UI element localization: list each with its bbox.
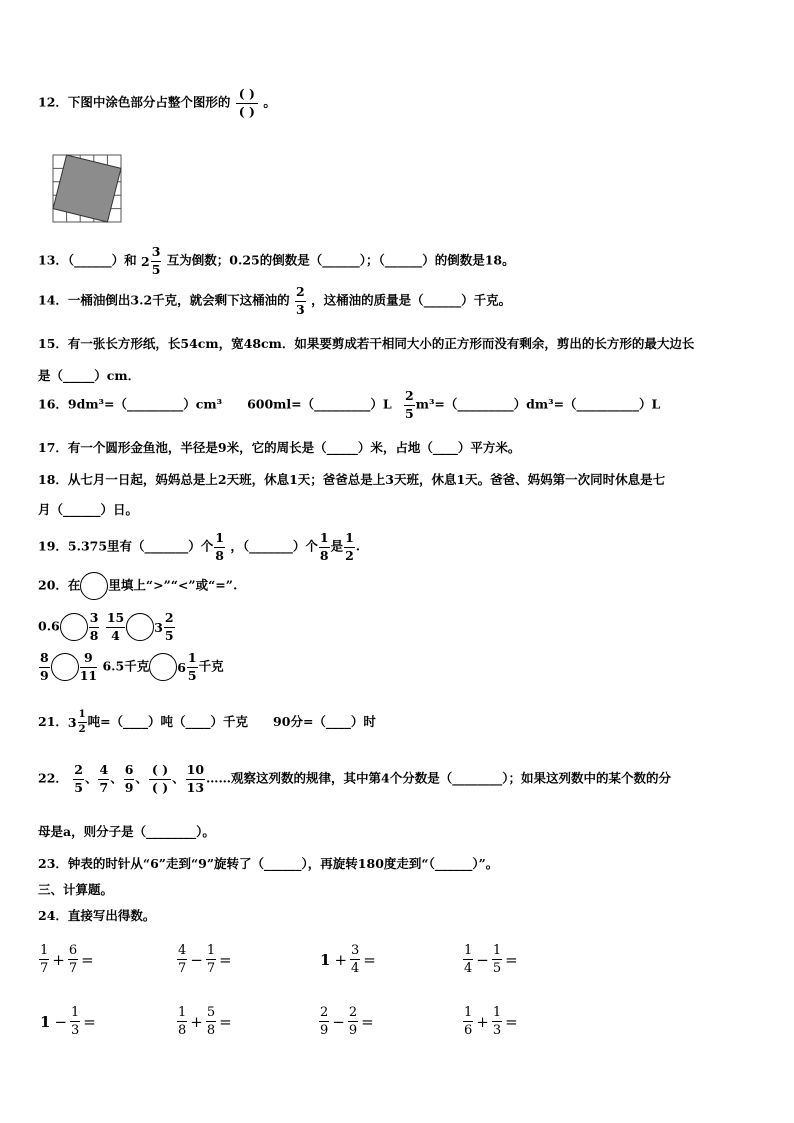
q22-fraction-1: $\frac{2}{5}$ (74, 762, 83, 795)
compare-circle-2[interactable] (126, 613, 154, 641)
q19-text-3: 是 (330, 538, 344, 554)
question-17: 17．有一个圆形金鱼池，半径是9米，它的周长是（_____）米，占地（____）平方米。 (38, 440, 521, 455)
calc-item (462, 1006, 520, 1037)
calc-operator: + (52, 950, 65, 969)
calc-equals: = (219, 1012, 232, 1031)
calc-operator: − (332, 1012, 345, 1031)
q21-number: 21． (38, 714, 68, 729)
calc-operand-a: 1 (40, 1012, 51, 1031)
calc-operator: + (476, 1012, 489, 1031)
q21-mixed-int: 3 (67, 715, 77, 730)
q13-text-1: 13．（______）和 (38, 252, 137, 268)
calc-equals: = (219, 950, 232, 969)
calc-operand-b: $\frac{1}{5}$ (492, 943, 502, 976)
calc-item (462, 944, 520, 975)
question-19 (38, 532, 360, 562)
calc-item (38, 944, 96, 975)
q19-text-1: 19．5.375里有（_______）个 (38, 538, 214, 554)
q22-fraction-2: $\frac{4}{7}$ (99, 762, 109, 795)
q22-sep: 、 (84, 770, 98, 786)
question-18-line-2: 月（______）日。 (38, 502, 139, 517)
calc-operator: − (54, 1012, 68, 1031)
question-23: 23．钟表的时针从“6”走到“9”旋转了（______），再旋转180度走到“（______）”。 (38, 856, 499, 871)
q20a-mixed-int: 3 (154, 619, 163, 635)
q22-fraction-5: $\frac{10}{13}$ (186, 762, 205, 795)
shaded-square (53, 155, 121, 222)
question-18-line-1: 18．从七月一日起，妈妈总是上2天班，休息1天；爸爸总是上3天班，休息1天。爸爸、妈妈第一次同时休息是七 (38, 472, 666, 487)
question-15-line-1: 15．有一张长方形纸，长54cm，宽48cm．如果要剪成若干相同大小的正方形而没有剩余，剪出的长方形的最大边长 (38, 336, 695, 351)
q22-fraction-blank: $\frac{( )}{( )}$ (149, 764, 171, 794)
question-22 (38, 764, 671, 794)
calc-equals: = (83, 1012, 96, 1031)
q13-text-2: 互为倒数；0.25的倒数是（______）；（______）的倒数是18。 (166, 252, 515, 268)
q20a-fraction-2: $\frac{15}{4}$ (106, 610, 125, 643)
q20a-value: 0.6 (38, 618, 60, 634)
q16-text-1: 16．9dm³=（_________）cm³ 600ml=（_________）L (38, 396, 392, 412)
q19-fraction-2: $\frac{1}{8}$ (319, 530, 329, 563)
calc-operand-a: $\frac{1}{4}$ (464, 943, 473, 976)
calc-operand-b: $\frac{5}{8}$ (206, 1005, 216, 1038)
answer-circle[interactable] (80, 572, 108, 600)
q12-end: 。 (263, 94, 276, 110)
question-22-line-2: 母是a，则分子是（________）。 (38, 824, 215, 839)
calc-operand-a: 1 (320, 950, 331, 969)
calc-equals: = (361, 1012, 374, 1031)
q20-text-2: 里填上“>”“<”或“=”. (108, 577, 238, 593)
q20-text-1: 20．在 (38, 577, 81, 593)
question-20-row-a (38, 612, 176, 642)
q20b-value: 6.5千克 (102, 658, 150, 674)
calc-item (176, 1006, 234, 1037)
calc-item (176, 944, 234, 975)
q22-sep: 、 (172, 770, 185, 786)
q20b-fraction-1: $\frac{8}{9}$ (40, 650, 49, 683)
question-20-row-b (38, 652, 224, 682)
question-20 (38, 572, 237, 600)
question-15-line-2: 是（_____）cm． (38, 368, 141, 383)
q12-grid-figure (52, 154, 124, 224)
q20b-mixed-int: 6 (177, 659, 186, 675)
q22-sep: 、 (135, 770, 148, 786)
calc-operand-b: $\frac{1}{7}$ (206, 943, 216, 976)
calc-item (38, 1006, 98, 1037)
q19-text-2: ，（_______）个 (230, 538, 318, 554)
calc-equals: = (81, 950, 94, 969)
calc-operand-b: $\frac{6}{7}$ (68, 943, 78, 976)
calc-item (318, 944, 378, 975)
q21-text: 吨=（____）吨（____）千克 90分=（____）时 (87, 714, 376, 729)
q20b-unit: 千克 (198, 658, 224, 674)
calc-equals: = (505, 950, 518, 969)
calc-operand-b: $\frac{1}{3}$ (71, 1005, 80, 1038)
q22-sep: 、 (110, 770, 123, 786)
compare-circle-1[interactable] (60, 613, 88, 641)
q14-text-1: 14．一桶油倒出3.2千克，就会剩下这桶油的 (38, 292, 290, 308)
question-21 (38, 710, 376, 735)
calc-operand-a: $\frac{4}{7}$ (178, 943, 187, 976)
calc-operand-b: $\frac{1}{3}$ (492, 1005, 502, 1038)
calc-equals: = (363, 950, 376, 969)
q22-fraction-3: $\frac{6}{9}$ (124, 762, 134, 795)
q22-number: 22． (38, 770, 68, 786)
question-12 (38, 88, 276, 118)
calc-operand-b: $\frac{3}{4}$ (351, 943, 360, 976)
q13-mixed-int: 2 (141, 253, 150, 269)
q19-text-4: . (355, 538, 361, 554)
q16-fraction: $\frac{2}{5}$ (405, 388, 414, 421)
calc-operand-b: $\frac{2}{9}$ (348, 1005, 358, 1038)
question-14 (38, 286, 511, 316)
calc-equals: = (505, 1012, 518, 1031)
calc-operator: + (334, 950, 348, 969)
question-24: 24．直接写出得数。 (38, 908, 156, 923)
q20a-fraction-3: $\frac{2}{5}$ (164, 610, 174, 643)
calc-operator: − (190, 950, 203, 969)
q19-fraction-1: $\frac{1}{8}$ (215, 530, 224, 563)
calc-operand-a: $\frac{1}{6}$ (464, 1005, 473, 1038)
compare-circle-3[interactable] (51, 653, 79, 681)
q12-fraction: $\frac{( )}{( )}$ (236, 88, 258, 118)
calc-operand-a: $\frac{1}{8}$ (178, 1005, 187, 1038)
q20b-fraction-3: $\frac{1}{5}$ (187, 650, 197, 683)
q12-text: 12．下图中涂色部分占整个图形的 (38, 94, 231, 110)
q13-fraction: $\frac{3}{5}$ (151, 244, 161, 277)
q21-fraction: $\frac{1}{2}$ (78, 709, 86, 735)
q22-text: ……观察这列数的规律，其中第4个分数是（________）；如果这列数中的某个数的分 (206, 770, 671, 786)
calc-operand-a: $\frac{1}{7}$ (40, 943, 49, 976)
compare-circle-4[interactable] (149, 653, 177, 681)
q20b-fraction-2: $\frac{9}{11}$ (79, 650, 98, 683)
calc-operator: − (476, 950, 489, 969)
q16-text-2: m³=（_________）dm³=（__________）L (415, 396, 661, 412)
q14-fraction: $\frac{2}{3}$ (296, 284, 305, 317)
calc-operator: + (190, 1012, 203, 1031)
q19-fraction-3: $\frac{1}{2}$ (345, 530, 354, 563)
q20a-fraction-1: $\frac{3}{8}$ (89, 610, 99, 643)
question-13 (38, 246, 515, 276)
q14-text-2: ，这桶油的质量是（______）千克。 (311, 292, 512, 308)
question-16 (38, 390, 660, 420)
section-title-calc: 三、计算题。 (38, 882, 114, 897)
calc-operand-a: $\frac{2}{9}$ (320, 1005, 329, 1038)
calc-item (318, 1006, 376, 1037)
